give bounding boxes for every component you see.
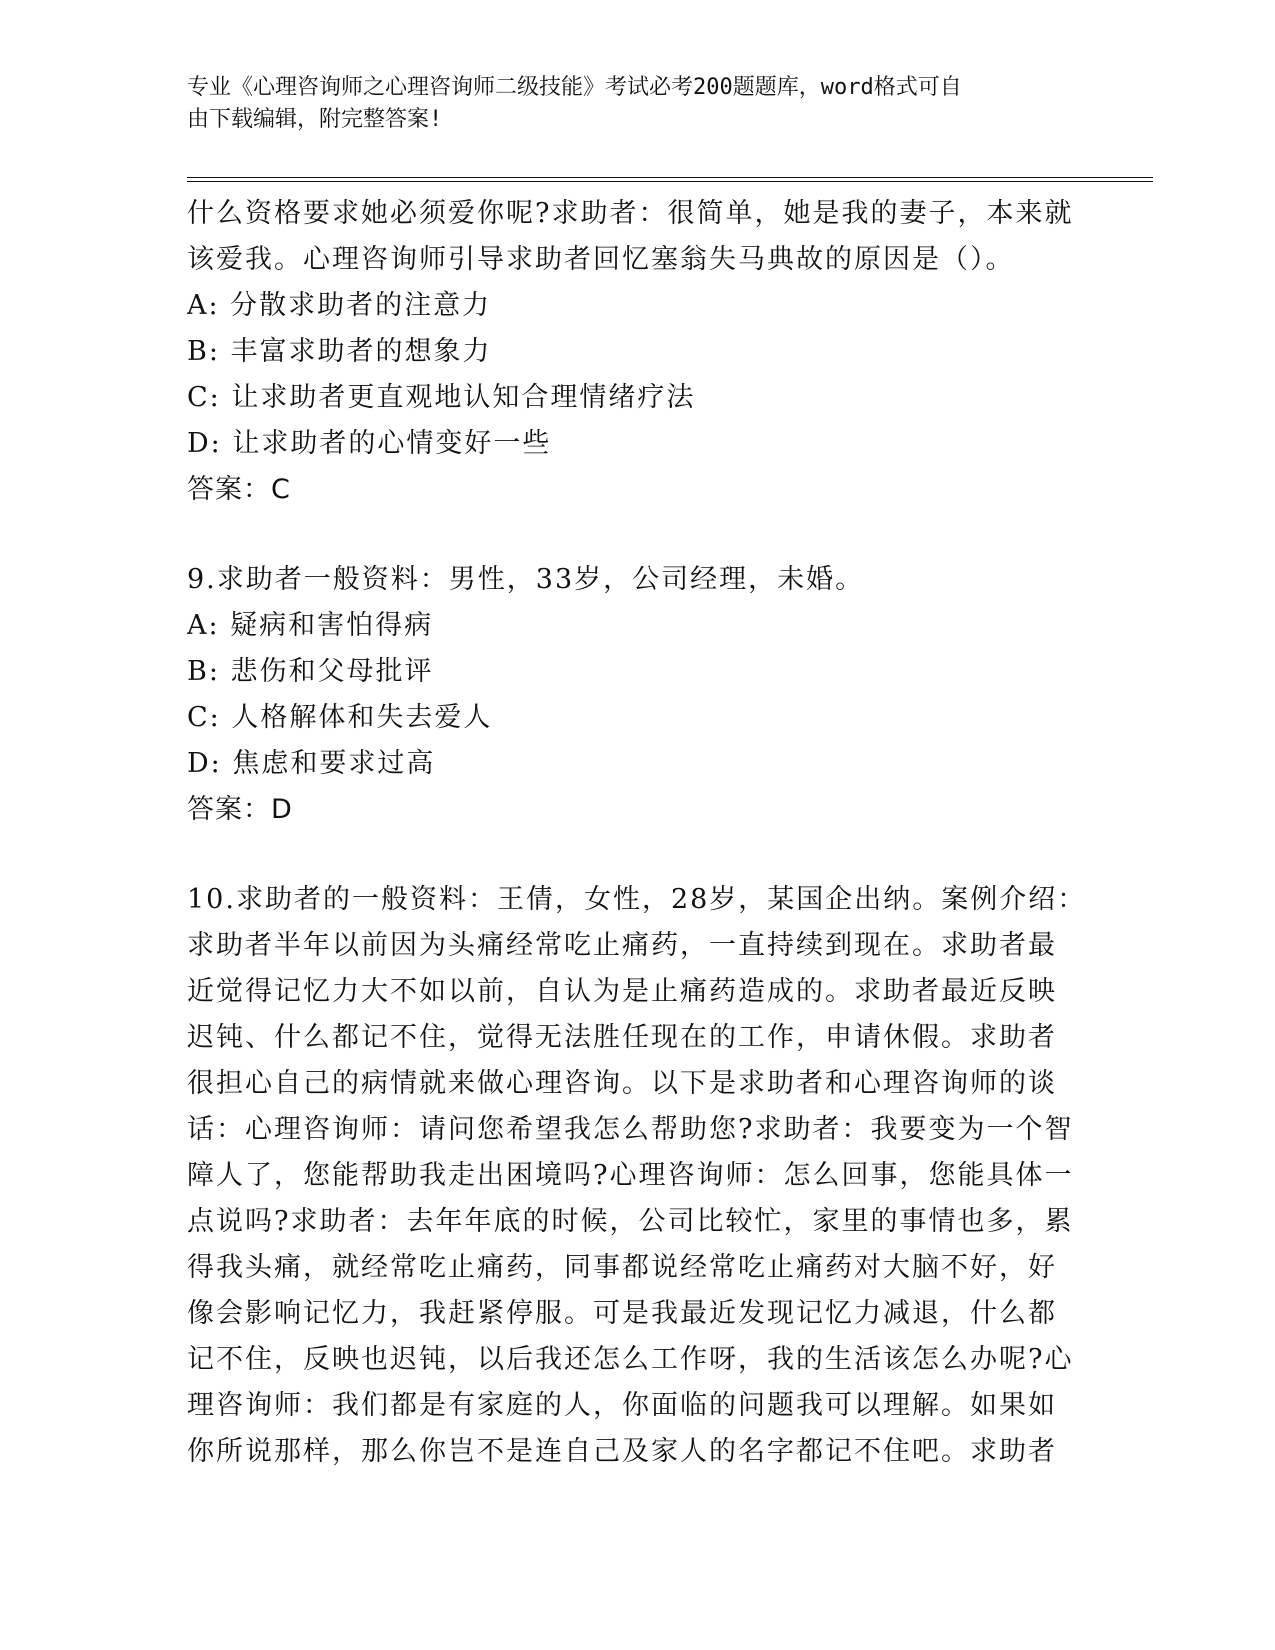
question-stem-line: 该爱我。心理咨询师引导求助者回忆塞翁失马典故的原因是（）。 bbox=[187, 244, 1015, 275]
question-stem-line: 障人了，您能帮助我走出困境吗?心理咨询师：怎么回事，您能具体一 bbox=[187, 1160, 1074, 1191]
option-a: A: 疑病和害怕得病 bbox=[187, 610, 434, 641]
question-stem-line: 什么资格要求她必须爱你呢?求助者：很简单，她是我的妻子，本来就 bbox=[187, 198, 1074, 229]
question-stem-line: 近觉得记忆力大不如以前，自认为是止痛药造成的。求助者最近反映 bbox=[187, 976, 1057, 1007]
option-d: D: 焦虑和要求过高 bbox=[187, 748, 436, 779]
question-10 bbox=[187, 877, 1087, 1475]
option-b: B: 丰富求助者的想象力 bbox=[187, 336, 492, 367]
question-stem-line: 得我头痛，就经常吃止痛药，同事都说经常吃止痛药对大脑不好，好 bbox=[187, 1252, 1057, 1283]
question-stem-line: 你所说那样，那么你岂不是连自己及家人的名字都记不住吧。求助者 bbox=[187, 1436, 1057, 1467]
question-stem-line: 点说吗?求助者：去年年底的时候，公司比较忙，家里的事情也多，累 bbox=[187, 1206, 1074, 1237]
option-d: D: 让求助者的心情变好一些 bbox=[187, 428, 552, 459]
option-a: A: 分散求助者的注意力 bbox=[187, 290, 492, 321]
option-c: C: 人格解体和失去爱人 bbox=[187, 702, 493, 733]
header-divider bbox=[187, 177, 1153, 182]
question-stem-line: 记不住，反映也迟钝，以后我还怎么工作呀，我的生活该怎么办呢?心 bbox=[187, 1344, 1074, 1375]
spacer bbox=[187, 513, 1087, 557]
header-line-2: 由下载编辑，附完整答案! bbox=[187, 107, 443, 132]
spacer bbox=[187, 833, 1087, 877]
question-stem-line: 理咨询师：我们都是有家庭的人，你面临的问题我可以理解。如果如 bbox=[187, 1390, 1057, 1421]
header-line-1: 专业《心理咨询师之心理咨询师二级技能》考试必考200题题库，word格式可自 bbox=[187, 75, 962, 100]
question-stem-line: 像会影响记忆力，我赶紧停服。可是我最近发现记忆力减退，什么都 bbox=[187, 1298, 1057, 1329]
document-body bbox=[187, 191, 1087, 1475]
question-stem-line: 10.求助者的一般资料：王倩，女性，28岁，某国企出纳。案例介绍： bbox=[187, 884, 1087, 915]
question-stem-line: 求助者半年以前因为头痛经常吃止痛药，一直持续到现在。求助者最 bbox=[187, 930, 1057, 961]
option-c: C: 让求助者更直观地认知合理情绪疗法 bbox=[187, 382, 696, 413]
question-stem-line: 话：心理咨询师：请问您希望我怎么帮助您?求助者：我要变为一个智 bbox=[187, 1114, 1074, 1145]
question-stem-line: 迟钝、什么都记不住，觉得无法胜任现在的工作，申请休假。求助者 bbox=[187, 1022, 1057, 1053]
answer-label: 答案：C bbox=[187, 474, 291, 505]
option-b: B: 悲伤和父母批评 bbox=[187, 656, 434, 687]
answer-label: 答案：D bbox=[187, 794, 293, 825]
question-8 bbox=[187, 191, 1087, 513]
question-9 bbox=[187, 557, 1087, 833]
page-header bbox=[187, 72, 1087, 136]
question-stem-line: 9.求助者一般资料：男性，33岁，公司经理，未婚。 bbox=[187, 564, 865, 595]
question-stem-line: 很担心自己的病情就来做心理咨询。以下是求助者和心理咨询师的谈 bbox=[187, 1068, 1057, 1099]
